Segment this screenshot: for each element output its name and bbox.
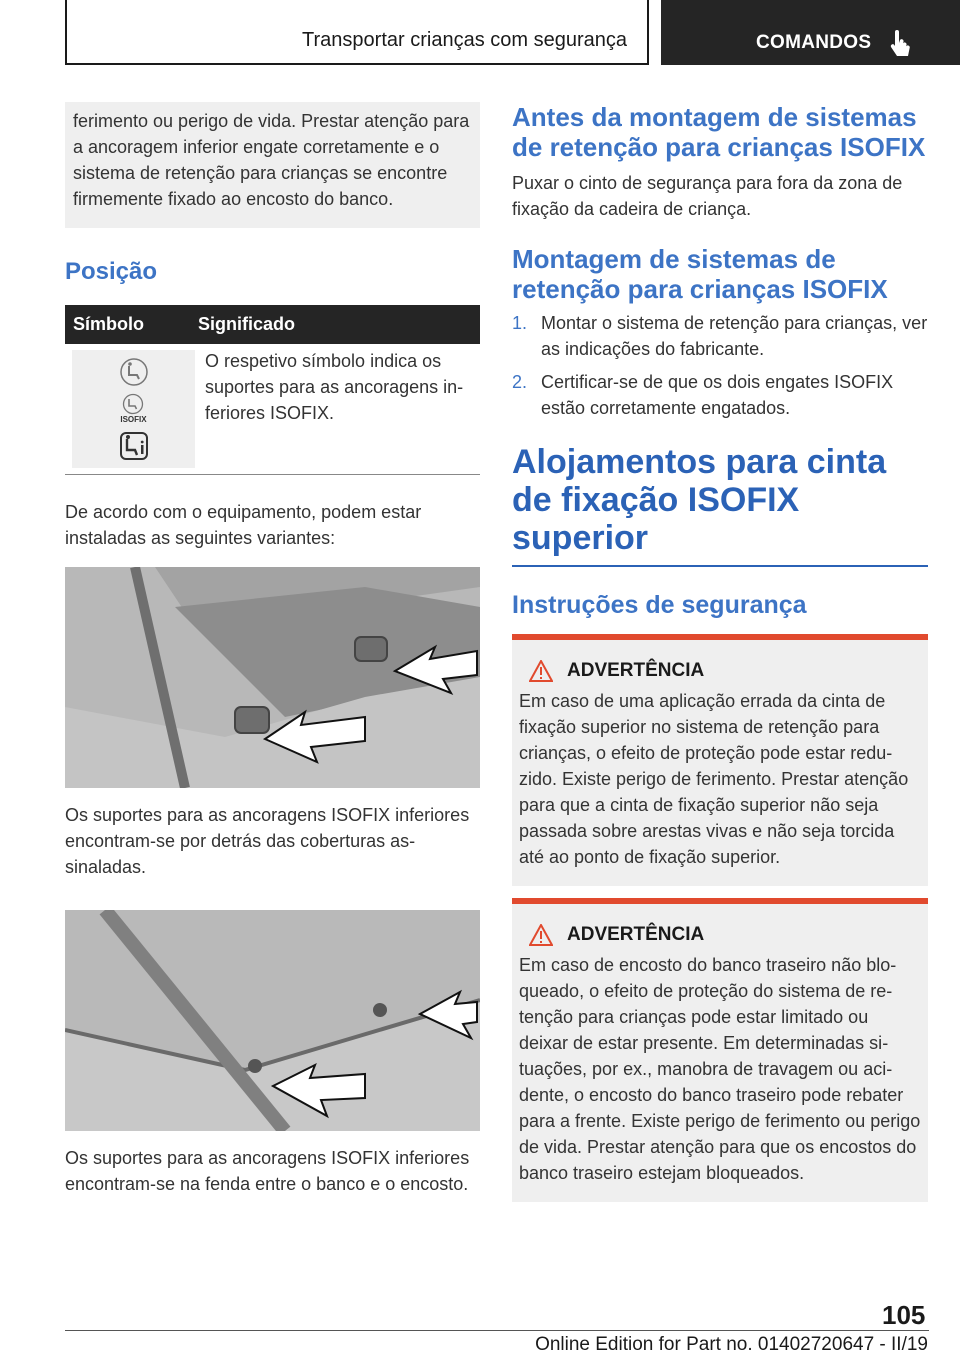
step-text: Montar o sistema de retenção para crianças, ver as indicações do fabricante. [541,313,928,359]
step-text: Certificar-se de que os dois engates ISOFIX estão corretamente engatados. [541,372,894,418]
rear-seat-photo-gap [65,910,480,1131]
list-item [512,369,928,421]
list-item [512,310,928,362]
warning-title: ADVERTÊNCIA [567,924,705,945]
step-number: 2. [512,372,528,392]
warning-title-row [519,660,922,682]
before-mounting-text: Puxar o cinto de segurança para fora da zona de fixação da cadeira de criança. [512,173,903,219]
warning-title: ADVERTÊNCIA [567,660,705,681]
isofix-seat-icon [119,357,149,387]
warning-box-1 [512,634,928,886]
main-heading-top-tether: Alojamentos para cinta de fixação ISOFIX superior [512,443,887,557]
rear-seat-photo-covers [65,567,480,788]
variants-text: De acordo com o equipamento, podem estar instaladas as seguintes variantes: [65,502,422,548]
footer-rule [65,1330,929,1331]
warning-triangle-icon [529,924,553,946]
warning-title-row [519,924,922,946]
table-header [65,305,480,344]
step-number: 1. [512,313,528,333]
isofix-symbols [72,350,195,468]
header-symbol: Símbolo [73,314,144,334]
edition-note: Online Edition for Part no. 01402720647 - II/19 [535,1334,928,1355]
heading-mounting: Montagem de sistemas de retenção para crianças ISOFIX [512,244,888,304]
continued-warning-text: ferimento ou perigo de vida. Prestar atenção para a ancoragem inferior engate corretamente e o sistema de retenção para crianças se encontre firmemente fixado ao encosto do banco. [73,111,470,209]
isofix-seat-icon-small [122,393,144,415]
warning-text: Em caso de uma aplicação errada da cinta de fixação superior no sistema de retenção para crianças, o efeito de proteção pode estar reduzido. Existe perigo de ferimento. Prestar atenção para que a cinta de fixação superior não seja passada sobre arestas vivas e não seja torcida até ao ponto de fixação superior. [519,691,909,867]
right-column [512,102,928,1202]
caption-gap: Os suportes para as ancoragens ISOFIX inferiores encontram-se na fenda entre o banco e o encosto. [65,1148,470,1194]
warning-box-2 [512,898,928,1202]
isofix-label: ISOFIX [120,415,147,425]
page-number: 105 [882,1300,926,1330]
isofix-labeled-icon [120,393,146,424]
warning-triangle-icon [529,660,553,682]
chapter-tab [661,0,960,65]
caption-covers: Os suportes para as ancoragens ISOFIX inferiores encontram-se por detrás das coberturas assinaladas. [65,805,470,877]
left-column [65,102,480,1197]
running-header [65,0,649,65]
hand-pointer-icon [889,30,911,60]
symbol-table [65,305,480,475]
heading-before-mounting: Antes da montagem de sistemas de retenção para crianças ISOFIX [512,102,926,162]
continued-warning-box [65,102,480,228]
position-heading: Posição [65,258,158,285]
meaning-text: O respetivo símbolo indica os suportes para as ancoragens inferiores ISOFIX. [205,351,464,423]
section-title: Transportar crianças com segurança [302,29,627,51]
table-row [65,344,480,475]
warning-text: Em caso de encosto do banco traseiro não bloqueado, o efeito de proteção do sistema de retenção para crianças pode estar limitado ou deixar de estar presente. Em determinadas situações, por ex., manobra de travagem ou acidente, o encosto do banco traseiro pode rebater para a frente. Existe perigo de ferimento ou perigo de vida. Prestar atenção para que os encostos do banco traseiro estejam bloqueados. [519,955,921,1183]
header-meaning: Significado [198,314,296,334]
heading-rule [512,565,928,567]
chapter-label: COMANDOS [756,32,872,53]
child-seat-info-icon [119,431,149,461]
safety-heading: Instruções de segurança [512,591,807,619]
mounting-steps [512,310,928,421]
